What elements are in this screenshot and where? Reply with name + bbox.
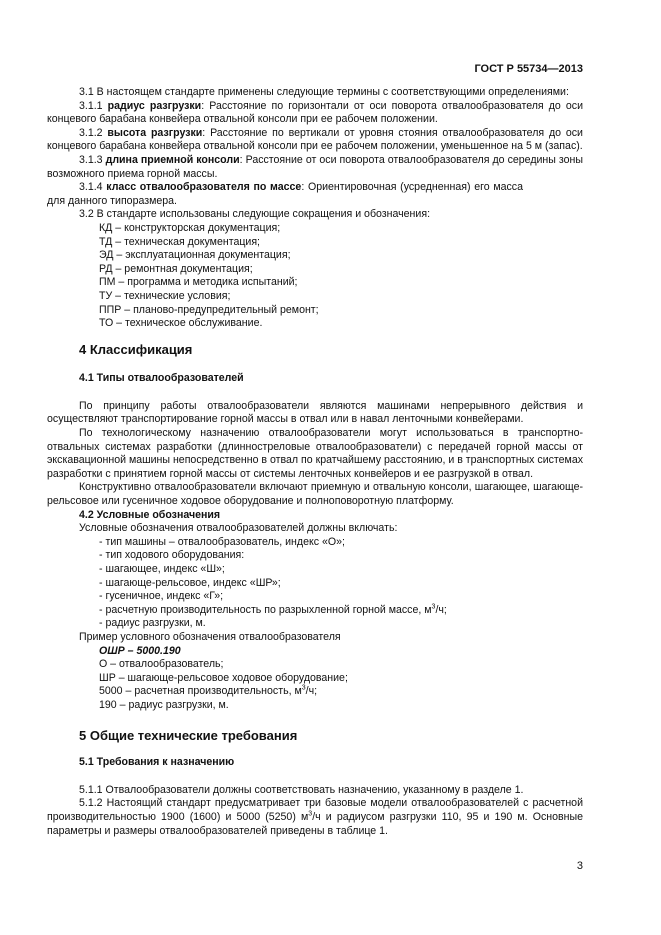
paragraph: Условные обозначения отвалообразователей должны включать: — [79, 522, 398, 535]
term: высота разгрузки — [107, 126, 203, 139]
list-item: ПМ – программа и методика испытаний; — [99, 276, 298, 289]
list-item: О – отвалообразователь; — [99, 658, 224, 671]
list-item: ТУ – технические условия; — [99, 289, 231, 302]
list-item: - гусеничное, индекс «Г»; — [99, 590, 224, 603]
list-item: ППР – планово-предупредительный ремонт; — [99, 303, 319, 316]
designation-list — [47, 536, 583, 631]
list-item: - радиус разгрузки, м. — [99, 617, 206, 630]
section-5-heading: 5 Общие технические требования — [79, 727, 298, 743]
definition-3-1-1: 3.1.1 радиус разгрузки: Расстояние по горизонтали от оси поворота отвалообразователя до оси концевого барабана конвейера отвальной консоли при ее рабочем положении. — [47, 99, 583, 126]
abbreviation-list — [47, 222, 583, 331]
section-4-heading: 4 Классификация — [79, 341, 193, 357]
page-number: 3 — [576, 860, 583, 872]
list-item: 5000 – расчетная производительность, $м^3/ч$; — [99, 684, 318, 698]
list-item: ТД – техническая документация; — [99, 235, 260, 248]
definition-3-1-4: 3.1.4 класс отвалообразователя по массе: Ориентировочная (усредненная) его масса для данного типоразмера. — [47, 181, 523, 207]
paragraph: По принципу работы отвалообразователи являются машинами непрерывного действия и осуществляют транспортирование горной массы в отвал или в навал ленточными конвейерами. — [47, 399, 583, 426]
list-item: - тип ходового оборудования: — [99, 549, 245, 562]
list-item: ТО – техническое обслуживание. — [99, 317, 263, 330]
term: длина приемной консоли — [105, 153, 240, 166]
page-content — [47, 86, 583, 838]
paragraph-5-1-2: 5.1.2 Настоящий стандарт предусматривает три базовые модели отвалообразователей с расчетной производительностью 1900 (1600) и 5000 (5250) $м^3/ч$ и радиусом разгрузки 110, 95 и 190 м. Основные параметры и размеры отвалообразователей приведены в таблице 1. — [47, 797, 583, 837]
paragraph-3-1: 3.1 В настоящем стандарте применены следующие термины с соответствующими определениями: — [79, 86, 569, 98]
example-code: ОШР – 5000.190 — [99, 644, 181, 657]
list-item: ШР – шагающе-рельсовое ходовое оборудование; — [99, 671, 348, 684]
section-5-1-heading: 5.1 Требования к назначению — [79, 756, 235, 769]
term: класс отвалообразователя по массе — [106, 181, 302, 194]
paragraph-5-1-1: 5.1.1 Отвалообразователи должны соответствовать назначению, указанному в разделе 1. — [79, 783, 524, 796]
section-4-1-heading: 4.1 Типы отвалообразователей — [79, 372, 244, 385]
example-block — [47, 645, 583, 713]
term: радиус разгрузки — [107, 99, 202, 112]
example-intro: Пример условного обозначения отвалообразователя — [79, 630, 341, 643]
paragraph: Конструктивно отвалообразователи включают приемную и отвальную консоли, шагающее, шагающе-рельсовое или гусеничное ходовое оборудование и полноповоротную платформу. — [47, 481, 583, 508]
list-item: - расчетную производительность по разрыхленной горной массе, $м^3/ч$; — [99, 603, 447, 616]
list-item: - тип машины – отвалообразователь, индекс «О»; — [99, 535, 345, 548]
section-4-2-heading: 4.2 Условные обозначения — [79, 508, 221, 521]
paragraph-3-2: 3.2 В стандарте использованы следующие сокращения и обозначения: — [79, 208, 431, 221]
paragraph: По технологическому назначению отвалообразователи могут использоваться в транспортно-отвальных системах разработки (длинностреловые отвалообразователи) с передачей горной массы от экскавационной машины непосредственно в отвал по кратчайшему расстоянию, и в транспортных системах разработки с принятием горной массы от системы ленточных конвейеров и ее разгрузкой в отвал. — [47, 427, 584, 480]
definition-3-1-3: 3.1.3 длина приемной консоли: Расстояние от оси поворота отвалообразователя до середины зоны возможного приема горной массы. — [47, 153, 584, 180]
list-item: РД – ремонтная документация; — [99, 262, 253, 275]
list-item: 190 – радиус разгрузки, м. — [99, 698, 229, 711]
list-item: - шагающее, индекс «Ш»; — [99, 563, 225, 575]
definition-3-1-2: 3.1.2 высота разгрузки: Расстояние по вертикали от уровня стояния отвалообразователя до оси концевого барабана конвейера отвальной консоли при ее рабочем положении, уменьшенное на 5 м (запас). — [47, 126, 583, 153]
list-item: КД – конструкторская документация; — [99, 221, 281, 234]
document-code: ГОСТ Р 55734—2013 — [474, 63, 583, 75]
list-item: - шагающе-рельсовое, индекс «ШР»; — [99, 576, 281, 589]
list-item: ЭД – эксплуатационная документация; — [99, 249, 291, 262]
